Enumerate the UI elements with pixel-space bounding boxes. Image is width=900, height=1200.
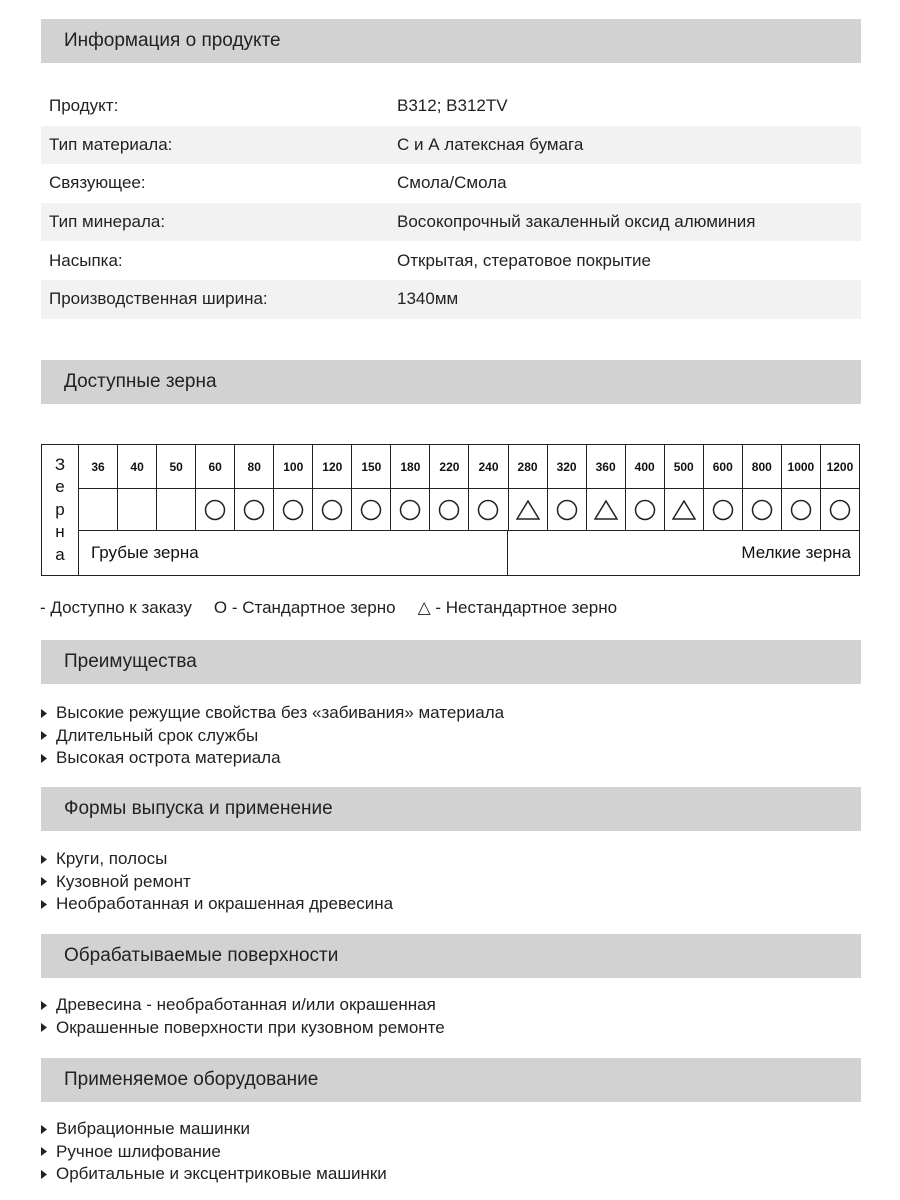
bullet-arrow-icon [41,877,56,886]
grain-legend [40,598,617,618]
info-label: Насыпка: [49,250,123,270]
list-item [41,1118,861,1141]
grain-column [352,445,391,530]
bullet-arrow-icon [41,1023,56,1032]
grain-column [79,445,118,530]
grit-number: 280 [509,445,547,489]
info-value: Открытая, стератовое покрытие [397,250,651,270]
grain-row-label-letter: З [54,454,66,474]
legend-nonstandard-symbol: △ [417,598,431,617]
grain-column [274,445,313,530]
list-item [41,871,861,894]
grain-column [313,445,352,530]
grain-mark-empty [79,489,117,530]
grain-column [469,445,508,530]
grains-header: Доступные зерна [41,360,861,404]
grain-column [821,445,859,530]
list-item-text: Необработанная и окрашенная древесина [56,894,394,914]
grit-number: 60 [196,445,234,489]
info-label: Тип материала: [49,134,173,154]
grain-column [587,445,626,530]
standard-grain-circle-icon [430,489,468,530]
grain-column [157,445,196,530]
info-row [41,87,861,126]
list-item-text: Круги, полосы [56,849,168,869]
list-item [41,994,861,1017]
info-label: Продукт: [49,96,119,116]
standard-grain-circle-icon [352,489,390,530]
grain-row-label-letter: н [55,522,65,542]
info-value: С и А латексная бумага [397,134,584,154]
grit-number: 800 [743,445,781,489]
list-item [41,702,861,725]
standard-grain-circle-icon [782,489,820,530]
list-item-text: Кузовной ремонт [56,871,191,891]
nonstandard-grain-triangle-icon [587,489,625,530]
forms-list [41,848,861,916]
advantages-list [41,702,861,770]
grit-number: 1000 [782,445,820,489]
info-row [41,280,861,319]
standard-grain-circle-icon [274,489,312,530]
grit-number: 150 [352,445,390,489]
grain-grid [79,445,859,530]
list-item-text: Орбитальные и эксцентриковые машинки [56,1164,387,1184]
product-info-header: Информация о продукте [41,19,861,63]
grit-number: 320 [548,445,586,489]
standard-grain-circle-icon [391,489,429,530]
nonstandard-grain-triangle-icon [665,489,703,530]
bullet-arrow-icon [41,731,56,740]
fine-grains-label: Мелкие зерна [741,543,851,562]
grit-number: 80 [235,445,273,489]
grain-row-label [42,445,79,575]
surfaces-list [41,994,861,1039]
forms-header: Формы выпуска и применение [41,787,861,831]
list-item [41,1017,861,1040]
grit-number: 36 [79,445,117,489]
list-item [41,747,861,770]
coarse-grains-label: Грубые зерна [79,531,508,575]
grain-column [430,445,469,530]
grain-row-label-letter: е [55,477,65,497]
list-item [41,725,861,748]
bullet-arrow-icon [41,1001,56,1010]
list-item-text: Высокая острота материала [56,748,281,768]
nonstandard-grain-triangle-icon [509,489,547,530]
legend-order: - Доступно к заказу [40,598,192,617]
advantages-header: Преимущества [41,640,861,684]
equipment-list [41,1118,861,1186]
bullet-arrow-icon [41,709,56,718]
grit-number: 1200 [821,445,859,489]
grit-number: 600 [704,445,742,489]
bullet-arrow-icon [41,900,56,909]
bullet-arrow-icon [41,1170,56,1179]
grain-row-label-letter: а [55,544,65,564]
legend-standard: О - Стандартное зерно [213,598,396,617]
info-label: Связующее: [49,173,146,193]
list-item-text: Длительный срок службы [56,725,259,745]
standard-grain-circle-icon [548,489,586,530]
info-value: Смола/Смола [397,173,507,193]
grain-column [704,445,743,530]
grit-number: 100 [274,445,312,489]
list-item [41,1141,861,1164]
grain-column [196,445,235,530]
bullet-arrow-icon [41,855,56,864]
product-info-table [41,87,861,319]
grain-zone-row [79,530,859,575]
info-value: Восокопрочный закаленный оксид алюминия [397,212,756,232]
grit-number: 500 [665,445,703,489]
grain-mark-empty [118,489,156,530]
bullet-arrow-icon [41,1125,56,1134]
grit-number: 50 [157,445,195,489]
equipment-header: Применяемое оборудование [41,1058,861,1102]
list-item-text: Окрашенные поверхности при кузовном ремонте [56,1017,445,1037]
grit-number: 400 [626,445,664,489]
standard-grain-circle-icon [313,489,351,530]
surfaces-header: Обрабатываемые поверхности [41,934,861,978]
grain-column [391,445,430,530]
list-item [41,893,861,916]
list-item [41,848,861,871]
grain-column [782,445,821,530]
info-row [41,126,861,165]
bullet-arrow-icon [41,1147,56,1156]
info-row [41,164,861,203]
grain-table [41,444,860,576]
info-row [41,203,861,242]
grain-column [548,445,587,530]
grain-column [509,445,548,530]
grit-number: 180 [391,445,429,489]
grain-column [118,445,157,530]
standard-grain-circle-icon [743,489,781,530]
grain-column [743,445,782,530]
standard-grain-circle-icon [704,489,742,530]
grit-number: 240 [469,445,507,489]
list-item-text: Высокие режущие свойства без «забивания» материала [56,703,505,723]
info-value: B312; B312TV [397,96,508,116]
grain-row-label-letter: р [55,499,65,519]
bullet-arrow-icon [41,754,56,763]
standard-grain-circle-icon [821,489,859,530]
legend-nonstandard: - Нестандартное зерно [430,598,618,617]
list-item-text: Вибрационные машинки [56,1119,250,1139]
info-value: 1340мм [397,289,459,309]
grain-column [235,445,274,530]
list-item [41,1163,861,1186]
grain-column [626,445,665,530]
standard-grain-circle-icon [196,489,234,530]
info-label: Тип минерала: [49,212,166,232]
grit-number: 120 [313,445,351,489]
grain-column [665,445,704,530]
grit-number: 220 [430,445,468,489]
list-item-text: Ручное шлифование [56,1141,221,1161]
grit-number: 40 [118,445,156,489]
info-row [41,241,861,280]
grain-mark-empty [157,489,195,530]
grit-number: 360 [587,445,625,489]
list-item-text: Древесина - необработанная и/или окрашенная [56,995,436,1015]
info-label: Производственная ширина: [49,289,268,309]
standard-grain-circle-icon [235,489,273,530]
standard-grain-circle-icon [469,489,507,530]
standard-grain-circle-icon [626,489,664,530]
